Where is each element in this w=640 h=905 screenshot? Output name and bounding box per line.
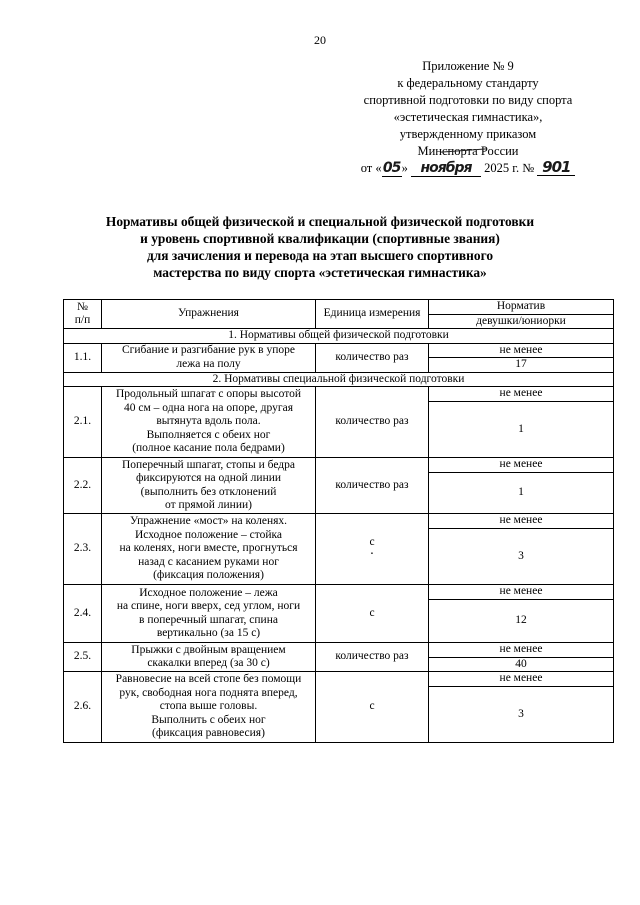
row-exercise: Сгибание и разгибание рук в упоре лежа на полу [102,343,316,372]
unit-text: с [369,535,375,548]
header-norm-sub: девушки/юниорки [429,314,614,329]
header-unit: Единица измерения [316,300,429,329]
row-qualifier: не менее [429,643,614,658]
row-num: 2.5. [64,643,102,672]
row-exercise: Равновесие на всей стопе без помощи рук, свободная нога поднята вперед, стопа выше головы. Выполнить с обеих ног (фиксация равновесия) [102,672,316,743]
row-unit: с [316,585,429,643]
row-num: 2.3. [64,514,102,585]
row-exercise: Продольный шпагат с опоры высотой 40 см – одна нога на опоре, другая вытянута вдоль пола. Выполняется с обеих ног (полное касание пола бедрами) [102,387,316,458]
norms-table [63,299,614,743]
header-num: № п/п [64,300,102,329]
appendix-line: утвержденному приказом [399,127,537,141]
row-qualifier: не менее [429,458,614,473]
header-norm: Норматив [429,300,614,315]
date-day: 05 [382,160,401,176]
appendix-block [330,58,606,177]
document-title [60,213,580,281]
row-exercise: Прыжки с двойным вращением скакалки вперед (за 30 с) [102,643,316,672]
order-number: 901 [537,160,575,176]
row-exercise: Исходное положение – лежа на спине, ноги вверх, сед углом, ноги в поперечный шпагат, спина вертикально (за 15 с) [102,585,316,643]
row-unit [316,514,429,585]
row-exercise: Упражнение «мост» на коленях. Исходное положение – стойка на коленях, ноги вместе, прогнуться назад с касанием руками ног (фиксация положения) [102,514,316,585]
date-prefix: от « [360,161,382,175]
row-value: 17 [429,358,614,373]
row-qualifier: не менее [429,387,614,402]
page-number: 20 [314,33,326,47]
row-value: 3 [429,529,614,585]
section-title: 2. Нормативы специальной физической подготовки [64,372,614,387]
row-qualifier: не менее [429,585,614,600]
title-line: и уровень спортивной квалификации (спортивные звания) [140,231,500,246]
title-line: Нормативы общей физической и специальной физической подготовки [105,214,535,229]
row-unit: с [316,672,429,743]
appendix-line: спортивной подготовки по виду спорта [363,93,573,107]
row-exercise: Поперечный шпагат, стопы и бедра фиксируются на одной линии (выполнить без отклонений от прямой линии) [102,458,316,514]
row-num: 2.6. [64,672,102,743]
appendix-line: Приложение № 9 [422,59,514,73]
header-exercise: Упражнения [102,300,316,329]
title-line: мастерства по виду спорта «эстетическая гимнастика» [153,265,487,280]
date-mid: » [401,161,408,175]
row-num: 2.1. [64,387,102,458]
row-num: 2.4. [64,585,102,643]
date-month: ноября [411,161,481,177]
order-date-line [330,160,606,177]
row-unit: количество раз [316,643,429,672]
row-unit: количество раз [316,387,429,458]
appendix-line: к федеральному стандарту [397,76,539,90]
row-value: 1 [429,473,614,514]
row-unit: количество раз [316,343,429,372]
ministry-name: Минспорта России [417,144,519,158]
row-value: 1 [429,402,614,458]
stray-dot: · [369,547,375,562]
section-title: 1. Нормативы общей физической подготовки [64,329,614,344]
row-num: 1.1. [64,343,102,372]
date-year: 2025 г. № [484,161,535,175]
row-num: 2.2. [64,458,102,514]
row-value: 12 [429,600,614,643]
row-value: 40 [429,657,614,672]
title-line: для зачисления и перевода на этап высшего спортивного [146,248,494,263]
row-qualifier: не менее [429,514,614,529]
row-qualifier: не менее [429,343,614,358]
row-value: 3 [429,687,614,743]
appendix-line: «эстетическая гимнастика», [393,110,543,124]
row-qualifier: не менее [429,672,614,687]
row-unit: количество раз [316,458,429,514]
